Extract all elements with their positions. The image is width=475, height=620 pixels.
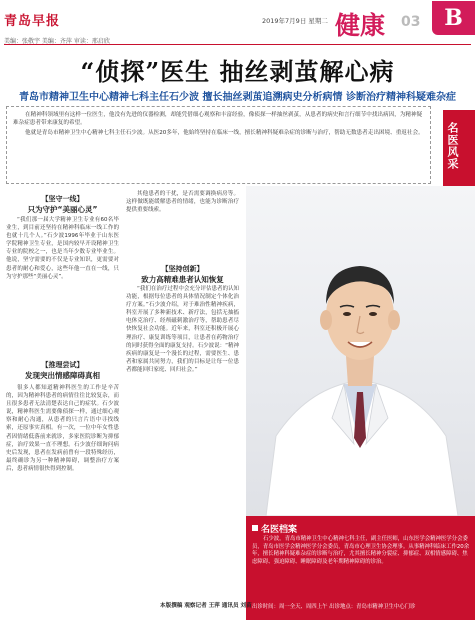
paragraph: 其他患者的干扰，是否需要调换病房等。这样做既能缓解患者的情绪，也能为诊断治疗提供重要线索。 [126,191,239,214]
section-title: 健康 [335,11,386,40]
portrait-illustration [246,186,475,516]
page-header [0,0,475,40]
main-headline: “侦探”医生 抽丝剥茧解心病 [80,57,395,86]
section-title: 发现突出情感障碍真相 [25,371,100,380]
section-tag: 【坚守一线】 [41,195,84,203]
sub-headline: 青岛市精神卫生中心精神七科主任石少波 擅长抽丝剥茧追溯病史分析病情 诊断治疗精神科疑难杂症 [19,92,456,103]
byline: 本版撰稿 观察记者 王萍 通讯员 刘苗 [160,603,252,609]
paragraph: “我们那一届大学精神卫生专业有60名毕业生，到目前还坚持在精神科临床一线工作的也就十几个人。”石少波1996年毕业于山东医学院精神卫生专业，是国内较早开设精神卫生专业的院校之一，也是当年少数专业毕业生。他说，坚守需要的不仅是专业知识，更需要对患者的耐心和爱心，这些年他一直在一线，只为守护那些“美丽心灵”。 [6,217,119,280]
article-text [126,190,239,262]
editor-credits: 美编：张敬宇 美编：齐萍 审读：邢启欣 [4,38,110,45]
section-tag: 【坚持创新】 [161,265,204,273]
paragraph: 很多人都知道精神科医生的工作是辛苦的，因为精神科患者的病情往往比较复杂，而且很多患者无法清楚表达自己的症状。石少波说，精神科医生需要像侦探一样，通过细心观察和耐心沟通，从患者的只言片语中寻找线索，还原事实真相。有一次，一位中年女性患者因情绪低落前来就诊，多家医院诊断为抑郁症，治疗效果一直不理想。石少波仔细询问病史后发现，患者在发病前曾有一段特殊经历，最终确诊为另一种精神障碍，调整治疗方案后，患者病情很快得到控制。 [6,385,119,472]
article-text [6,216,119,358]
section-tag: 【推理尝试】 [41,361,84,369]
page-number: 03 [401,14,421,30]
intro-paragraph: 在精神科领域里有这样一位医生，他没有先进的仪器检测，却能凭借细心观察和丰富经验，像侦探一样抽丝剥茧，从患者的病史和言行细节中找出病因，为精神疑难杂症患者带来康复的希望。 [13,112,423,126]
intro-paragraph: 他就是青岛市精神卫生中心精神七科主任石少波。从医20多年，他始终坚持在临床一线，擅长精神科疑难杂症的诊断与治疗，帮助无数患者走出困境、重返社会。 [25,130,424,136]
issue-date: 2019年7月9日 星期二 [262,17,328,25]
paragraph: “我们在治疗过程中会充分评估患者的认知功能，根据每位患者的具体情况制定个体化治疗方案。”石少波介绍，对于难治性精神疾病，科室开展了多种新技术、新疗法，包括无抽搐电休克治疗、经颅磁刺激治疗等，帮助患者尽快恢复社会功能。近年来，科室还积极开展心理治疗、康复训练等项目，让患者在药物治疗的同时获得全面的康复支持。石少波说：“精神疾病的康复是一个漫长的过程，需要医生、患者和家属共同努力，我们的目标是让每一位患者都能回归家庭、回归社会。” [126,286,239,373]
section-title: 只为守护“美丽心灵” [27,205,98,214]
profile-text: 石少波，青岛市精神卫生中心精神七科主任，副主任医师，山东医学会精神医学分会委员，青岛市医学会精神医学分会委员，青岛市心理卫生协会理事。从事精神科临床工作20余年，擅长精神科疑难杂症的诊断与治疗，尤其擅长精神分裂症、抑郁症、双相情感障碍、焦虑障碍、强迫障碍、睡眠障碍及老年期精神障碍的诊治。 [252,536,470,565]
article-text [126,285,239,615]
section-heading [126,264,239,285]
profile-title-text: 名医档案 [261,525,298,535]
article-text [6,384,119,614]
section-heading [6,194,119,215]
page-letter-badge: B [432,1,475,35]
square-bullet-icon [252,525,258,531]
clinic-hours: 出诊时间：周一全天、周四上午 出诊地点：青岛市精神卫生中心门诊 [252,604,416,610]
section-heading [6,360,119,381]
profile-title [252,522,297,535]
section-title: 致力高精难患者认知恢复 [141,275,224,284]
doctor-profile-box [246,516,475,620]
header-divider [4,44,471,45]
doctor-photo [246,186,475,516]
newspaper-logo: 青岛早报 [4,14,61,29]
intro-box [6,106,431,184]
column-label: 名医风采 [446,122,459,170]
